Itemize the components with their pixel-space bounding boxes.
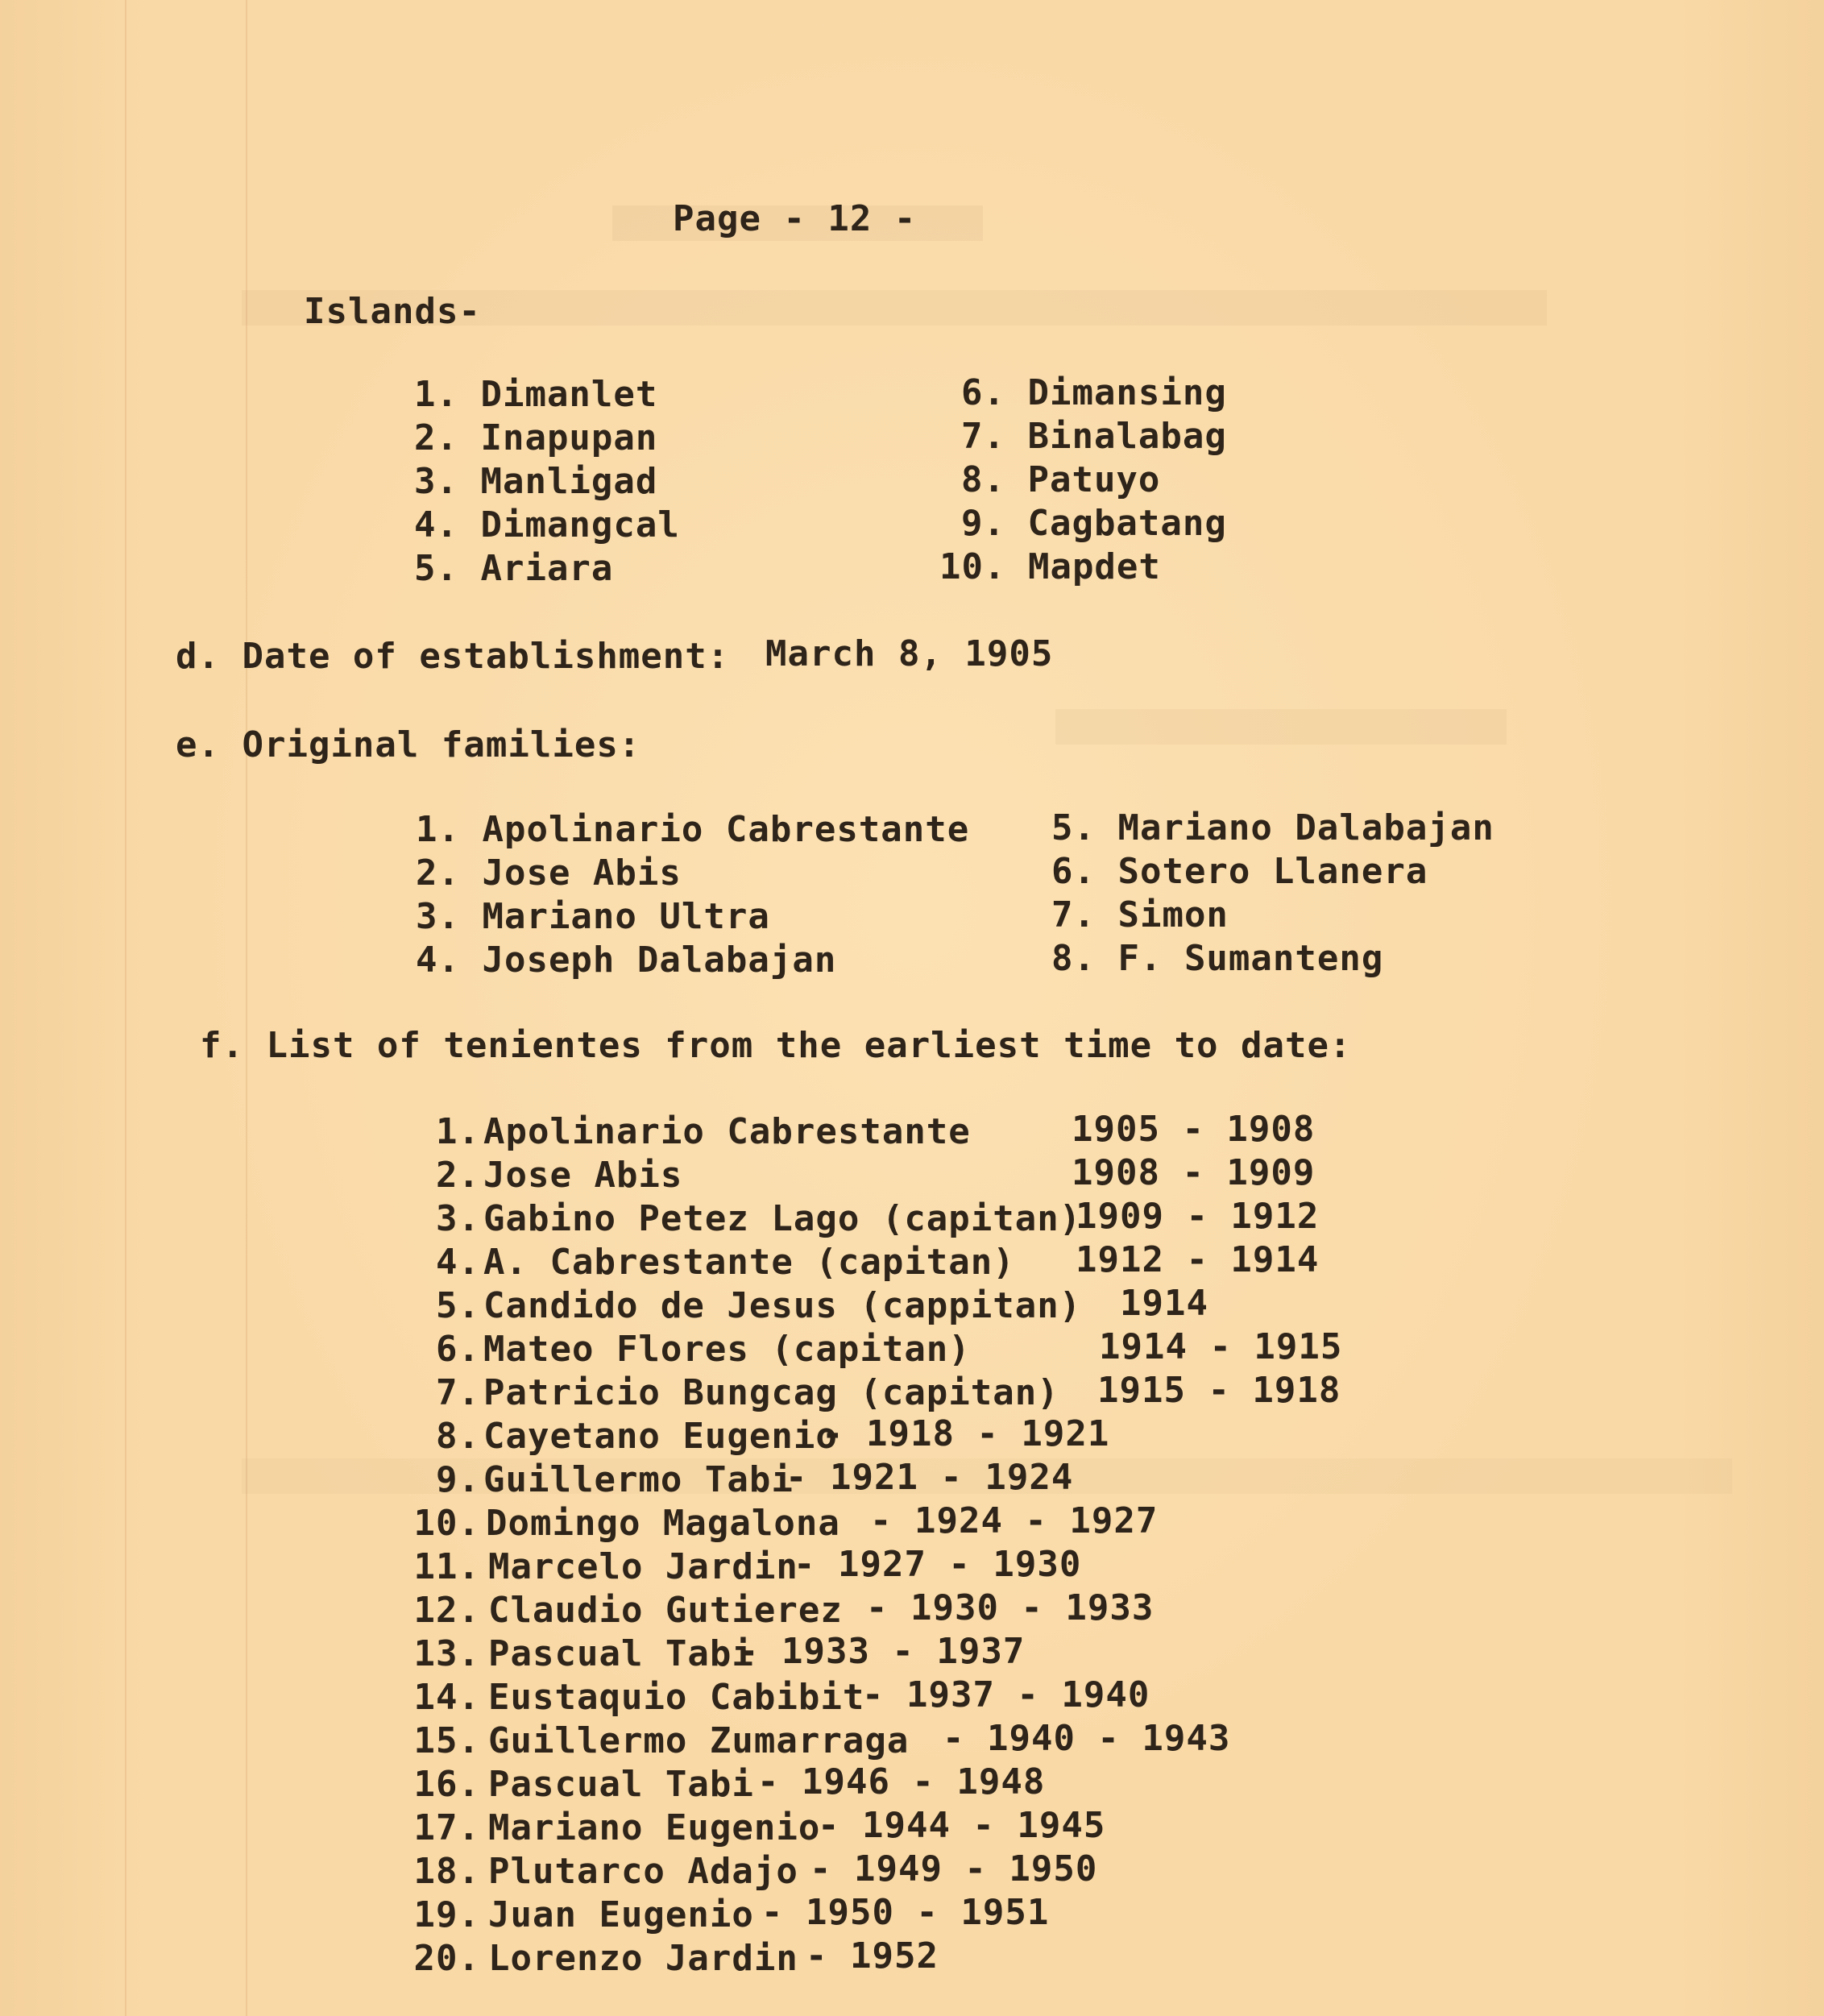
- teniente-number: 8.: [436, 1416, 480, 1457]
- teniente-name: Plutarco Adajo: [488, 1851, 798, 1892]
- teniente-number: 10.: [413, 1503, 480, 1544]
- family-item: 6. Sotero Llanera: [1051, 851, 1428, 892]
- island-item: 10. Mapdet: [939, 546, 1161, 587]
- teniente-number: 17.: [413, 1807, 480, 1848]
- teniente-number: 15.: [413, 1720, 480, 1761]
- teniente-years: 1912 - 1914: [1076, 1239, 1320, 1280]
- teniente-number: 1.: [436, 1111, 480, 1152]
- teniente-name: Guillermo Tabi: [483, 1459, 794, 1500]
- teniente-years: 1914: [1120, 1283, 1208, 1324]
- teniente-name: Marcelo Jardin: [488, 1546, 798, 1587]
- teniente-number: 12.: [413, 1590, 480, 1631]
- paper-margin-line: [125, 0, 126, 2016]
- island-item: 7. Binalabag: [961, 416, 1227, 457]
- teniente-name: Lorenzo Jardin: [488, 1938, 798, 1979]
- teniente-name: Cayetano Eugenio: [483, 1416, 838, 1457]
- teniente-years: - 1933 - 1937: [737, 1631, 1026, 1672]
- teniente-years: - 1950 - 1951: [761, 1892, 1050, 1933]
- teniente-number: 13.: [413, 1633, 480, 1674]
- teniente-years: - 1952: [806, 1935, 939, 1977]
- island-item: 5. Ariara: [414, 548, 614, 589]
- island-item: 8. Patuyo: [961, 459, 1161, 500]
- teniente-name: Gabino Petez Lago (capitan): [483, 1198, 1082, 1239]
- teniente-years: - 1944 - 1945: [818, 1805, 1106, 1846]
- teniente-number: 20.: [413, 1938, 480, 1979]
- teniente-years: - 1924 - 1927: [870, 1500, 1159, 1541]
- family-item: 8. F. Sumanteng: [1051, 938, 1384, 979]
- bleed-through-mark: [1055, 709, 1507, 745]
- teniente-name: Apolinario Cabrestante: [483, 1111, 971, 1152]
- family-item: 7. Simon: [1051, 894, 1229, 935]
- islands-heading: Islands-: [304, 291, 481, 332]
- teniente-name: A. Cabrestante (capitan): [483, 1242, 1015, 1283]
- teniente-years: - 1918 - 1921: [822, 1413, 1110, 1454]
- teniente-years: - 1930 - 1933: [866, 1587, 1155, 1628]
- families-heading: e. Original families:: [176, 724, 641, 765]
- teniente-name: Pascual Tabi: [488, 1764, 754, 1805]
- teniente-name: Mariano Eugenio: [488, 1807, 821, 1848]
- teniente-years: 1908 - 1909: [1072, 1152, 1316, 1193]
- island-item: 6. Dimansing: [961, 372, 1227, 413]
- teniente-years: - 1921 - 1924: [786, 1457, 1074, 1498]
- teniente-years: 1915 - 1918: [1097, 1370, 1341, 1411]
- teniente-name: Mateo Flores (capitan): [483, 1329, 971, 1370]
- teniente-years: - 1940 - 1943: [943, 1718, 1231, 1759]
- teniente-number: 18.: [413, 1851, 480, 1892]
- teniente-years: 1914 - 1915: [1099, 1326, 1343, 1367]
- teniente-name: Guillermo Zumarraga: [488, 1720, 910, 1761]
- teniente-number: 4.: [436, 1242, 480, 1283]
- teniente-number: 2.: [436, 1155, 480, 1196]
- teniente-years: 1909 - 1912: [1076, 1196, 1320, 1237]
- teniente-name: Eustaquio Cabibit: [488, 1677, 865, 1718]
- family-item: 4. Joseph Dalabajan: [416, 940, 837, 981]
- tenientes-heading: f. List of tenientes from the earliest time to date:: [200, 1025, 1352, 1066]
- teniente-years: - 1927 - 1930: [794, 1544, 1082, 1585]
- teniente-name: Jose Abis: [483, 1155, 683, 1196]
- teniente-years: - 1949 - 1950: [810, 1848, 1098, 1889]
- island-item: 9. Cagbatang: [961, 503, 1227, 544]
- teniente-number: 3.: [436, 1198, 480, 1239]
- page-number: Page - 12 -: [673, 198, 917, 239]
- teniente-number: 5.: [436, 1285, 480, 1326]
- teniente-years: - 1937 - 1940: [862, 1674, 1150, 1715]
- island-item: 2. Inapupan: [414, 417, 658, 458]
- island-item: 4. Dimangcal: [414, 504, 680, 545]
- family-item: 1. Apolinario Cabrestante: [416, 809, 970, 850]
- teniente-name: Domingo Magalona: [486, 1503, 840, 1544]
- teniente-name: Juan Eugenio: [488, 1894, 754, 1935]
- teniente-name: Pascual Tabi: [488, 1633, 754, 1674]
- teniente-number: 6.: [436, 1329, 480, 1370]
- teniente-number: 11.: [413, 1546, 480, 1587]
- teniente-years: - 1946 - 1948: [757, 1761, 1046, 1802]
- family-item: 5. Mariano Dalabajan: [1051, 807, 1494, 848]
- teniente-number: 7.: [436, 1372, 480, 1413]
- establishment-date: March 8, 1905: [765, 633, 1054, 674]
- teniente-name: Patricio Bungcag (capitan): [483, 1372, 1059, 1413]
- island-item: 1. Dimanlet: [414, 374, 658, 415]
- family-item: 2. Jose Abis: [416, 852, 682, 894]
- establishment-label: d. Date of establishment:: [176, 636, 730, 677]
- teniente-name: Candido de Jesus (cappitan): [483, 1285, 1082, 1326]
- teniente-years: 1905 - 1908: [1072, 1109, 1316, 1150]
- teniente-number: 14.: [413, 1677, 480, 1718]
- teniente-number: 16.: [413, 1764, 480, 1805]
- family-item: 3. Mariano Ultra: [416, 896, 770, 937]
- teniente-number: 19.: [413, 1894, 480, 1935]
- teniente-number: 9.: [436, 1459, 480, 1500]
- island-item: 3. Manligad: [414, 461, 658, 502]
- teniente-name: Claudio Gutierez: [488, 1590, 843, 1631]
